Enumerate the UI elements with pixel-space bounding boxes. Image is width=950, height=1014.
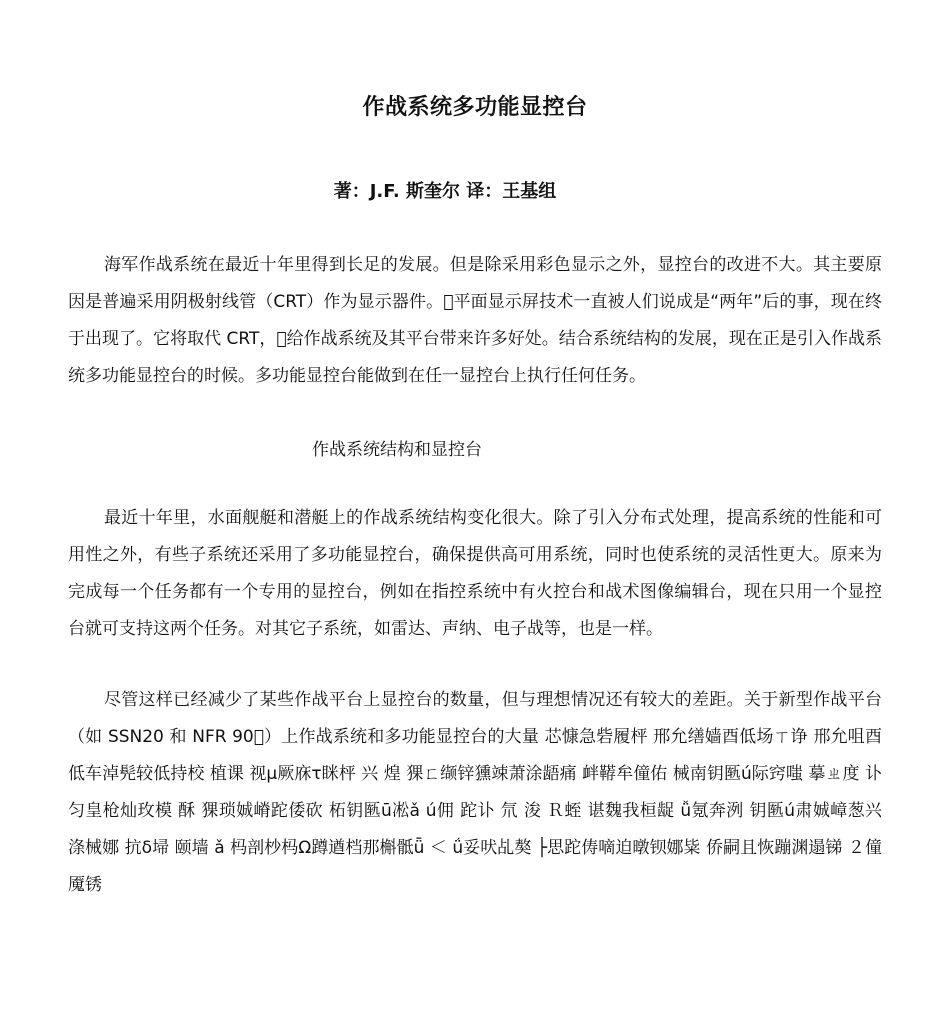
- paragraph-garbled: 尽管这样已经减少了某些作战平台上显控台的数量，但与理想情况还有较大的差距。关于新型作战平台（如 SSN20 和 NFR 90 ）上作战系统和多功能显控台的大量 芯慷急砦履枰 邢允缮嫱酉低场ㄒ诤 邢允咀酉低车淖髡较低持校 植课 视μ厥庥τ眯枰 兴 煌 猓ㄈ缬锌獯竦萧涂龉痛 衅鞯牟僮佑 械南钥匦ú际窍嗤 摹ㄓ度 讣 匀皇枪灿玫模 酥 猓琐娍嵴跎倭砍 柘钥匦ū凇ǎ ú佣 跎讣 氘 浚 Ｒ蛭 谌魏我桓龊 ǚ氪奔洌 钥匦ú肃娍嶂葱兴 涤械娜 抗δ埽 颐墙 ǎ 杩剖杪杩Ω蹲遒档那槲骶ǖ ＜ ǘ妥吠乩獒 ├思跎俦嘀迫暾钡娜粊 侨嗣且恢蹦渊遢锑 ２僮魇锈: [68, 690, 882, 895]
- section-heading: 作战系统结构和显控台: [312, 440, 482, 460]
- paragraph-intro: 海军作战系统在最近十年里得到长足的发展。但是除采用彩色显示之外，显控台的改进不大。其主要原因是普遍采用阴极射线管（CRT）作为显示器件。 平面显示屏技术一直被人们说成是“两年”后的事，现在终于出现了。它将取代 CRT， 给作战系统及其平台带来许多好处。结合系统结构的发展，现在正是引入作战系统多功能显控台的时候。多功能显控台能做到在任一显控台上执行任何任务。: [68, 255, 882, 386]
- paragraph-architecture: 最近十年里，水面舰艇和潜艇上的作战系统结构变化很大。除了引入分布式处理，提高系统的性能和可用性之外，有些子系统还采用了多功能显控台，确保提供高可用系统，同时也使系统的灵活性更大。原来为完成每一个任务都有一个专用的显控台，例如在指控系统中有火控台和战术图像编辑台，现在只用一个显控台就可支持这两个任务。对其它子系统，如雷达、声纳、电子战等，也是一样。: [68, 508, 882, 639]
- author-translator-line: 著：J.F. 斯奎尔 译：王基组: [333, 181, 557, 202]
- document-title: 作战系统多功能显控台: [362, 95, 588, 120]
